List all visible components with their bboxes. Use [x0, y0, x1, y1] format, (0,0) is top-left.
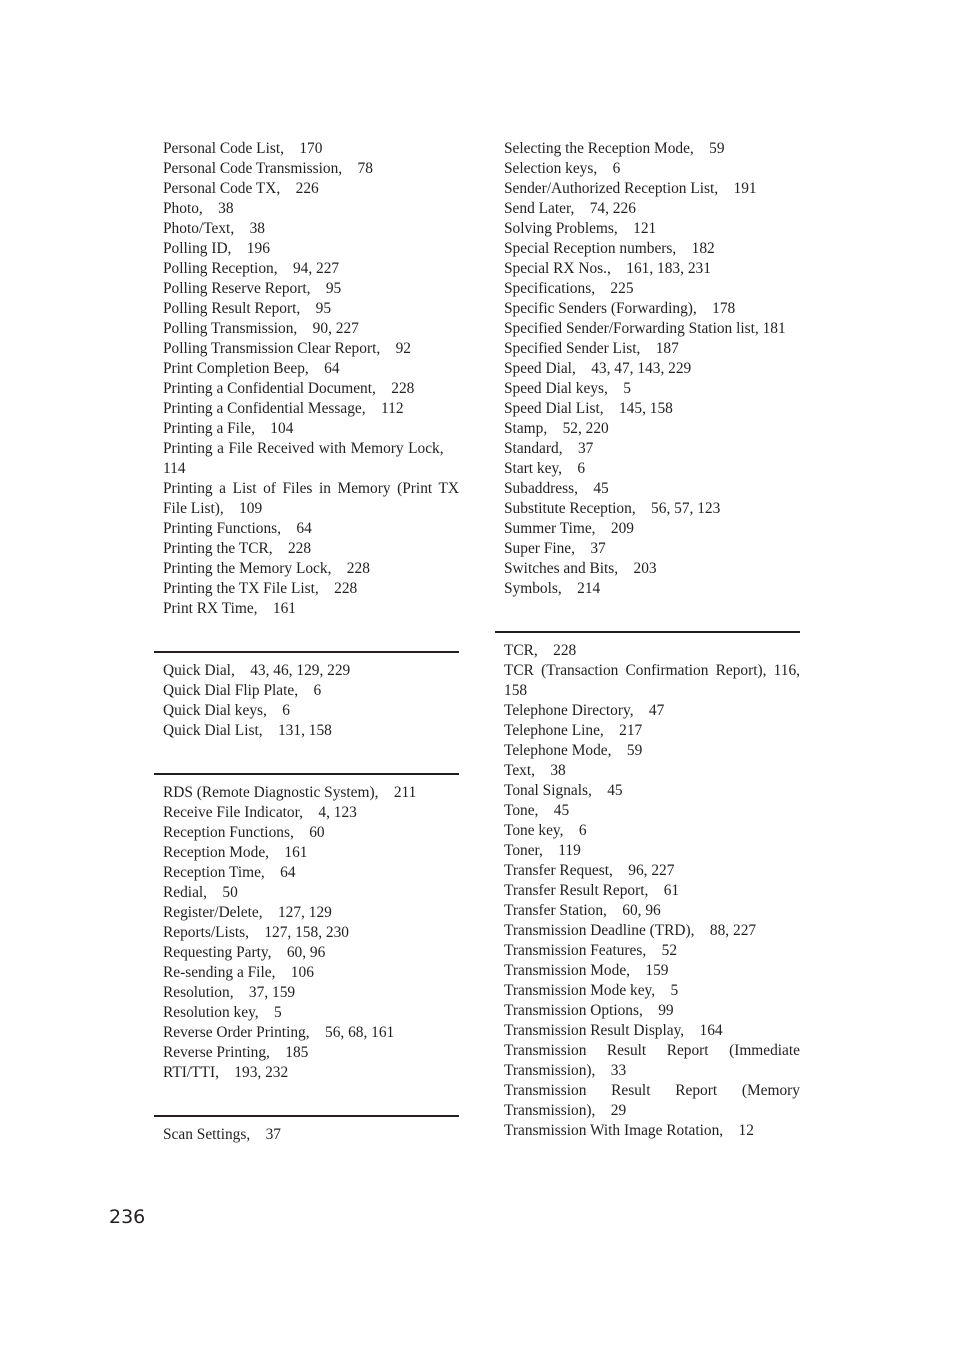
index-entry: Polling Transmission Clear Report, 92 [163, 340, 411, 357]
index-entry: Personal Code List, 170 [163, 140, 323, 157]
section-gap [163, 1083, 459, 1115]
index-entry: Telephone Directory, 47 [504, 702, 665, 719]
index-entry: Transmission Result Display, 164 [504, 1022, 723, 1039]
index-entry: Transmission Result Report (Memory Transmission), 29 [504, 1082, 800, 1119]
index-entry: Register/Delete, 127, 129 [163, 904, 332, 921]
index-entry: Start key, 6 [504, 460, 586, 477]
index-entry: Summer Time, 209 [504, 520, 634, 537]
section-gap [163, 619, 459, 651]
index-entry: Polling ID, 196 [163, 240, 270, 257]
index-entry: Transmission Options, 99 [504, 1002, 674, 1019]
index-entry: Transfer Request, 96, 227 [504, 862, 675, 879]
index-entry: TCR (Transaction Confirmation Report), 116, 158 [504, 662, 800, 699]
index-entry: Super Fine, 37 [504, 540, 606, 557]
index-entry: TCR, 228 [504, 642, 577, 659]
index-entry: Printing Functions, 64 [163, 520, 312, 537]
index-entry: Specified Sender/Forwarding Station list, 181 [504, 320, 786, 337]
index-entry: Reception Functions, 60 [163, 824, 325, 841]
index-entry: Special RX Nos., 161, 183, 231 [504, 260, 711, 277]
index-entry: Print RX Time, 161 [163, 600, 296, 617]
page-number: 236 [109, 1206, 146, 1228]
index-entry: Special Reception numbers, 182 [504, 240, 715, 257]
index-entry: Quick Dial List, 131, 158 [163, 722, 332, 739]
index-entry: Transmission Mode, 159 [504, 962, 669, 979]
index-entry: Transfer Station, 60, 96 [504, 902, 661, 919]
index-entry: RDS (Remote Diagnostic System), 211 [163, 784, 417, 801]
index-entry: Polling Result Report, 95 [163, 300, 332, 317]
index-column-right [504, 139, 800, 1141]
index-entry: Tonal Signals, 45 [504, 782, 623, 799]
index-entry: Transmission Mode key, 5 [504, 982, 679, 999]
index-entry: Quick Dial Flip Plate, 6 [163, 682, 322, 699]
index-entry: Resolution, 37, 159 [163, 984, 296, 1001]
index-entry: Speed Dial keys, 5 [504, 380, 631, 397]
index-entry: Specifications, 225 [504, 280, 634, 297]
index-entry: Selecting the Reception Mode, 59 [504, 140, 725, 157]
index-entry: Transmission Result Report (Immediate Transmission), 33 [504, 1042, 800, 1079]
index-section-p [163, 139, 459, 619]
section-divider-t [495, 631, 800, 633]
index-entry: Reverse Printing, 185 [163, 1044, 309, 1061]
index-entry: Reception Time, 64 [163, 864, 296, 881]
index-entry: Telephone Line, 217 [504, 722, 643, 739]
index-entry: Subaddress, 45 [504, 480, 609, 497]
index-entry: Photo, 38 [163, 200, 234, 217]
index-entry: Polling Reserve Report, 95 [163, 280, 342, 297]
index-entry: Substitute Reception, 56, 57, 123 [504, 500, 721, 517]
index-entry: Standard, 37 [504, 440, 594, 457]
index-entry: Printing the TX File List, 228 [163, 580, 358, 597]
index-entry: Printing a File, 104 [163, 420, 294, 437]
section-divider-q [154, 651, 459, 653]
index-entry: Telephone Mode, 59 [504, 742, 643, 759]
index-entry: Solving Problems, 121 [504, 220, 657, 237]
index-entry: Transfer Result Report, 61 [504, 882, 680, 899]
index-entry: Printing a Confidential Message, 112 [163, 400, 404, 417]
index-section-r [163, 783, 459, 1083]
index-entry: Printing the TCR, 228 [163, 540, 312, 557]
index-entry: Printing the Memory Lock, 228 [163, 560, 370, 577]
index-section-t [504, 641, 800, 1141]
index-entry: Specified Sender List, 187 [504, 340, 679, 357]
index-entry: Photo/Text, 38 [163, 220, 265, 237]
index-entry: Printing a Confidential Document, 228 [163, 380, 415, 397]
index-entry: Reception Mode, 161 [163, 844, 308, 861]
index-entry: Personal Code Transmission, 78 [163, 160, 373, 177]
index-entry: Receive File Indicator, 4, 123 [163, 804, 357, 821]
index-entry: Switches and Bits, 203 [504, 560, 657, 577]
section-gap [504, 599, 800, 631]
index-entry: Transmission Features, 52 [504, 942, 678, 959]
index-entry: Polling Reception, 94, 227 [163, 260, 340, 277]
index-entry: Polling Transmission, 90, 227 [163, 320, 359, 337]
index-entry: Transmission With Image Rotation, 12 [504, 1122, 754, 1139]
index-entry: Personal Code TX, 226 [163, 180, 319, 197]
index-entry: Reverse Order Printing, 56, 68, 161 [163, 1024, 395, 1041]
index-entry: Specific Senders (Forwarding), 178 [504, 300, 736, 317]
index-entry: Printing a List of Files in Memory (Print TX File List), 109 [163, 480, 459, 517]
index-entry: Sender/Authorized Reception List, 191 [504, 180, 757, 197]
index-entry: Speed Dial List, 145, 158 [504, 400, 673, 417]
index-section-s [163, 1125, 459, 1145]
index-column-left [163, 139, 459, 1145]
index-entry: Re-sending a File, 106 [163, 964, 314, 981]
index-entry: Stamp, 52, 220 [504, 420, 609, 437]
index-entry: Send Later, 74, 226 [504, 200, 636, 217]
index-entry: RTI/TTI, 193, 232 [163, 1064, 289, 1081]
index-entry: Scan Settings, 37 [163, 1126, 281, 1143]
index-entry: Resolution key, 5 [163, 1004, 282, 1021]
index-entry: Tone, 45 [504, 802, 570, 819]
index-entry: Transmission Deadline (TRD), 88, 227 [504, 922, 757, 939]
index-entry: Printing a File Received with Memory Lock, 114 [163, 440, 459, 477]
section-gap [163, 741, 459, 773]
index-entry: Toner, 119 [504, 842, 581, 859]
index-entry: Text, 38 [504, 762, 566, 779]
index-entry: Requesting Party, 60, 96 [163, 944, 326, 961]
index-entry: Speed Dial, 43, 47, 143, 229 [504, 360, 692, 377]
index-entry: Redial, 50 [163, 884, 238, 901]
section-divider-s [154, 1115, 459, 1117]
index-entry: Print Completion Beep, 64 [163, 360, 340, 377]
index-section-q [163, 661, 459, 741]
section-divider-r [154, 773, 459, 775]
index-entry: Reports/Lists, 127, 158, 230 [163, 924, 349, 941]
index-entry: Quick Dial keys, 6 [163, 702, 290, 719]
index-entry: Selection keys, 6 [504, 160, 621, 177]
index-section-s-continued [504, 139, 800, 599]
index-entry: Quick Dial, 43, 46, 129, 229 [163, 662, 351, 679]
index-entry: Symbols, 214 [504, 580, 601, 597]
index-entry: Tone key, 6 [504, 822, 587, 839]
